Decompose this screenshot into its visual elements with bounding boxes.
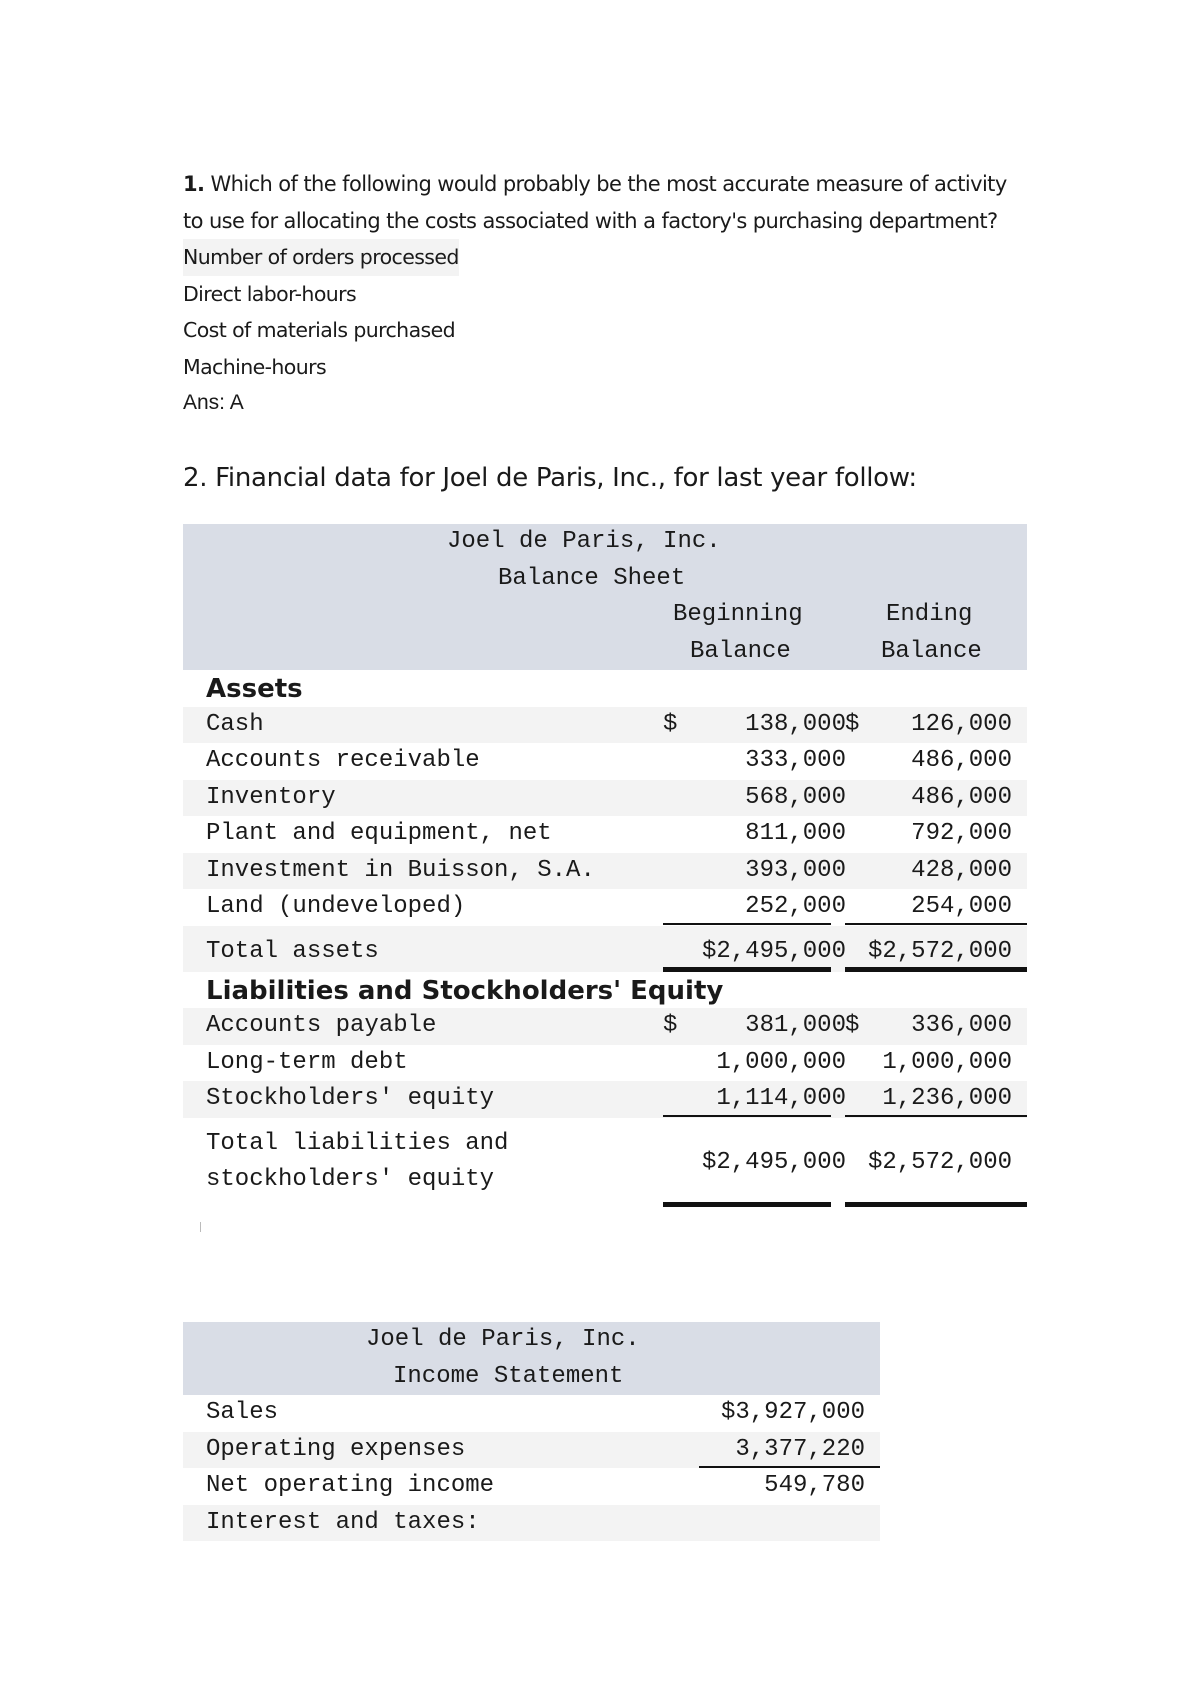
beginning-value: 811,000 bbox=[745, 820, 846, 847]
currency-symbol: $ bbox=[663, 1012, 678, 1039]
balance-sheet-company: Joel de Paris, Inc. bbox=[447, 528, 721, 555]
income-row-interest bbox=[183, 1505, 880, 1542]
assets-heading-text: Assets bbox=[206, 674, 303, 704]
ending-value: 486,000 bbox=[911, 747, 1012, 774]
beginning-value: 568,000 bbox=[745, 783, 846, 811]
income-row-noi bbox=[183, 1468, 880, 1505]
row-label: Operating expenses bbox=[206, 1435, 466, 1463]
liability-row-payable bbox=[183, 1008, 1027, 1045]
option-d bbox=[183, 349, 1023, 386]
total-liabilities-row bbox=[183, 1118, 1027, 1208]
row-value: $3,927,000 bbox=[720, 1399, 865, 1426]
currency-symbol: $ bbox=[663, 710, 678, 738]
asset-row-land bbox=[183, 889, 1027, 926]
ending-value: 1,000,000 bbox=[882, 1048, 1012, 1076]
asset-row-cash bbox=[183, 707, 1027, 744]
option-c bbox=[183, 312, 1023, 349]
liability-row-debt bbox=[183, 1045, 1027, 1082]
total-beginning-value: $2,495,000 bbox=[701, 1148, 846, 1176]
income-statement-title: Income Statement bbox=[393, 1362, 624, 1390]
row-label: Inventory bbox=[206, 783, 336, 811]
question-1 bbox=[183, 166, 1023, 421]
option-c-label: Cost of materials purchased bbox=[183, 318, 456, 342]
beginning-value: 1,114,000 bbox=[716, 1085, 846, 1112]
beginning-value: 333,000 bbox=[745, 747, 846, 774]
row-label-line2: stockholders' equity bbox=[206, 1166, 495, 1193]
liability-row-equity bbox=[183, 1081, 1027, 1118]
option-a bbox=[183, 239, 1023, 276]
question-1-text: Which of the following would probably be the most accurate measure of activity to use for allocating the costs associated with a factory's purchasing department? bbox=[183, 172, 1007, 233]
income-row-sales bbox=[183, 1395, 880, 1432]
answer: Ans: A bbox=[183, 391, 244, 414]
beginning-value: 393,000 bbox=[745, 856, 846, 884]
row-label: Cash bbox=[206, 710, 264, 738]
beginning-value: 252,000 bbox=[745, 893, 846, 920]
total-rule bbox=[845, 1202, 1027, 1207]
question-2-heading: 2. Financial data for Joel de Paris, Inc., for last year follow: bbox=[183, 463, 917, 493]
row-label: Sales bbox=[206, 1399, 279, 1426]
row-label: Interest and taxes: bbox=[206, 1508, 480, 1536]
row-label: Accounts receivable bbox=[206, 747, 480, 774]
row-label-line1: Total liabilities and bbox=[206, 1129, 509, 1157]
total-beginning-value: $2,495,000 bbox=[701, 937, 846, 965]
row-label: Accounts payable bbox=[206, 1012, 437, 1039]
row-label: Stockholders' equity bbox=[206, 1085, 495, 1112]
liabilities-heading bbox=[183, 972, 1027, 1009]
col-ending-line1: Ending bbox=[886, 601, 973, 628]
balance-sheet-table bbox=[183, 524, 1027, 1208]
col-beginning-line1: Beginning bbox=[673, 601, 803, 628]
row-label: Plant and equipment, net bbox=[206, 820, 552, 847]
assets-heading bbox=[183, 670, 1027, 707]
question-1-number: 1. bbox=[183, 172, 205, 196]
row-label: Long-term debt bbox=[206, 1048, 408, 1076]
col-beginning-line2: Balance bbox=[690, 637, 791, 665]
option-b bbox=[183, 276, 1023, 313]
total-assets-row bbox=[183, 926, 1027, 972]
asset-row-inventory bbox=[183, 780, 1027, 817]
liabilities-heading-text: Liabilities and Stockholders' Equity bbox=[206, 975, 724, 1006]
currency-symbol: $ bbox=[845, 710, 860, 738]
currency-symbol: $ bbox=[845, 1012, 860, 1039]
income-row-opex bbox=[183, 1432, 880, 1469]
row-label: Net operating income bbox=[206, 1472, 495, 1499]
col-ending-line2: Balance bbox=[881, 637, 982, 665]
total-rule bbox=[663, 1202, 831, 1207]
row-value: 3,377,220 bbox=[735, 1435, 865, 1463]
ending-value: 126,000 bbox=[911, 710, 1012, 738]
income-statement-header bbox=[183, 1322, 880, 1395]
option-a-label: Number of orders processed bbox=[183, 239, 459, 276]
income-statement-table bbox=[183, 1322, 880, 1541]
beginning-value: 138,000 bbox=[745, 710, 846, 738]
asset-row-plant bbox=[183, 816, 1027, 853]
ending-value: 486,000 bbox=[911, 783, 1012, 811]
option-b-label: Direct labor-hours bbox=[183, 281, 357, 306]
option-d-label: Machine-hours bbox=[183, 354, 327, 379]
asset-row-investment bbox=[183, 853, 1027, 890]
ending-value: 428,000 bbox=[911, 856, 1012, 884]
asset-row-receivable bbox=[183, 743, 1027, 780]
row-label: Investment in Buisson, S.A. bbox=[206, 856, 595, 884]
income-statement-company: Joel de Paris, Inc. bbox=[366, 1326, 640, 1353]
row-value: 549,780 bbox=[764, 1472, 865, 1499]
stray-mark bbox=[200, 1222, 201, 1232]
beginning-value: 381,000 bbox=[745, 1012, 846, 1039]
total-ending-value: $2,572,000 bbox=[867, 937, 1012, 965]
question-1-prompt bbox=[183, 166, 1023, 239]
ending-value: 254,000 bbox=[911, 893, 1012, 920]
ending-value: 336,000 bbox=[911, 1012, 1012, 1039]
row-label: Total assets bbox=[206, 937, 379, 965]
total-ending-value: $2,572,000 bbox=[867, 1148, 1012, 1176]
ending-value: 1,236,000 bbox=[882, 1085, 1012, 1112]
balance-sheet-header bbox=[183, 524, 1027, 670]
beginning-value: 1,000,000 bbox=[716, 1048, 846, 1076]
balance-sheet-title: Balance Sheet bbox=[498, 564, 686, 592]
ending-value: 792,000 bbox=[911, 820, 1012, 847]
row-label: Land (undeveloped) bbox=[206, 893, 466, 920]
